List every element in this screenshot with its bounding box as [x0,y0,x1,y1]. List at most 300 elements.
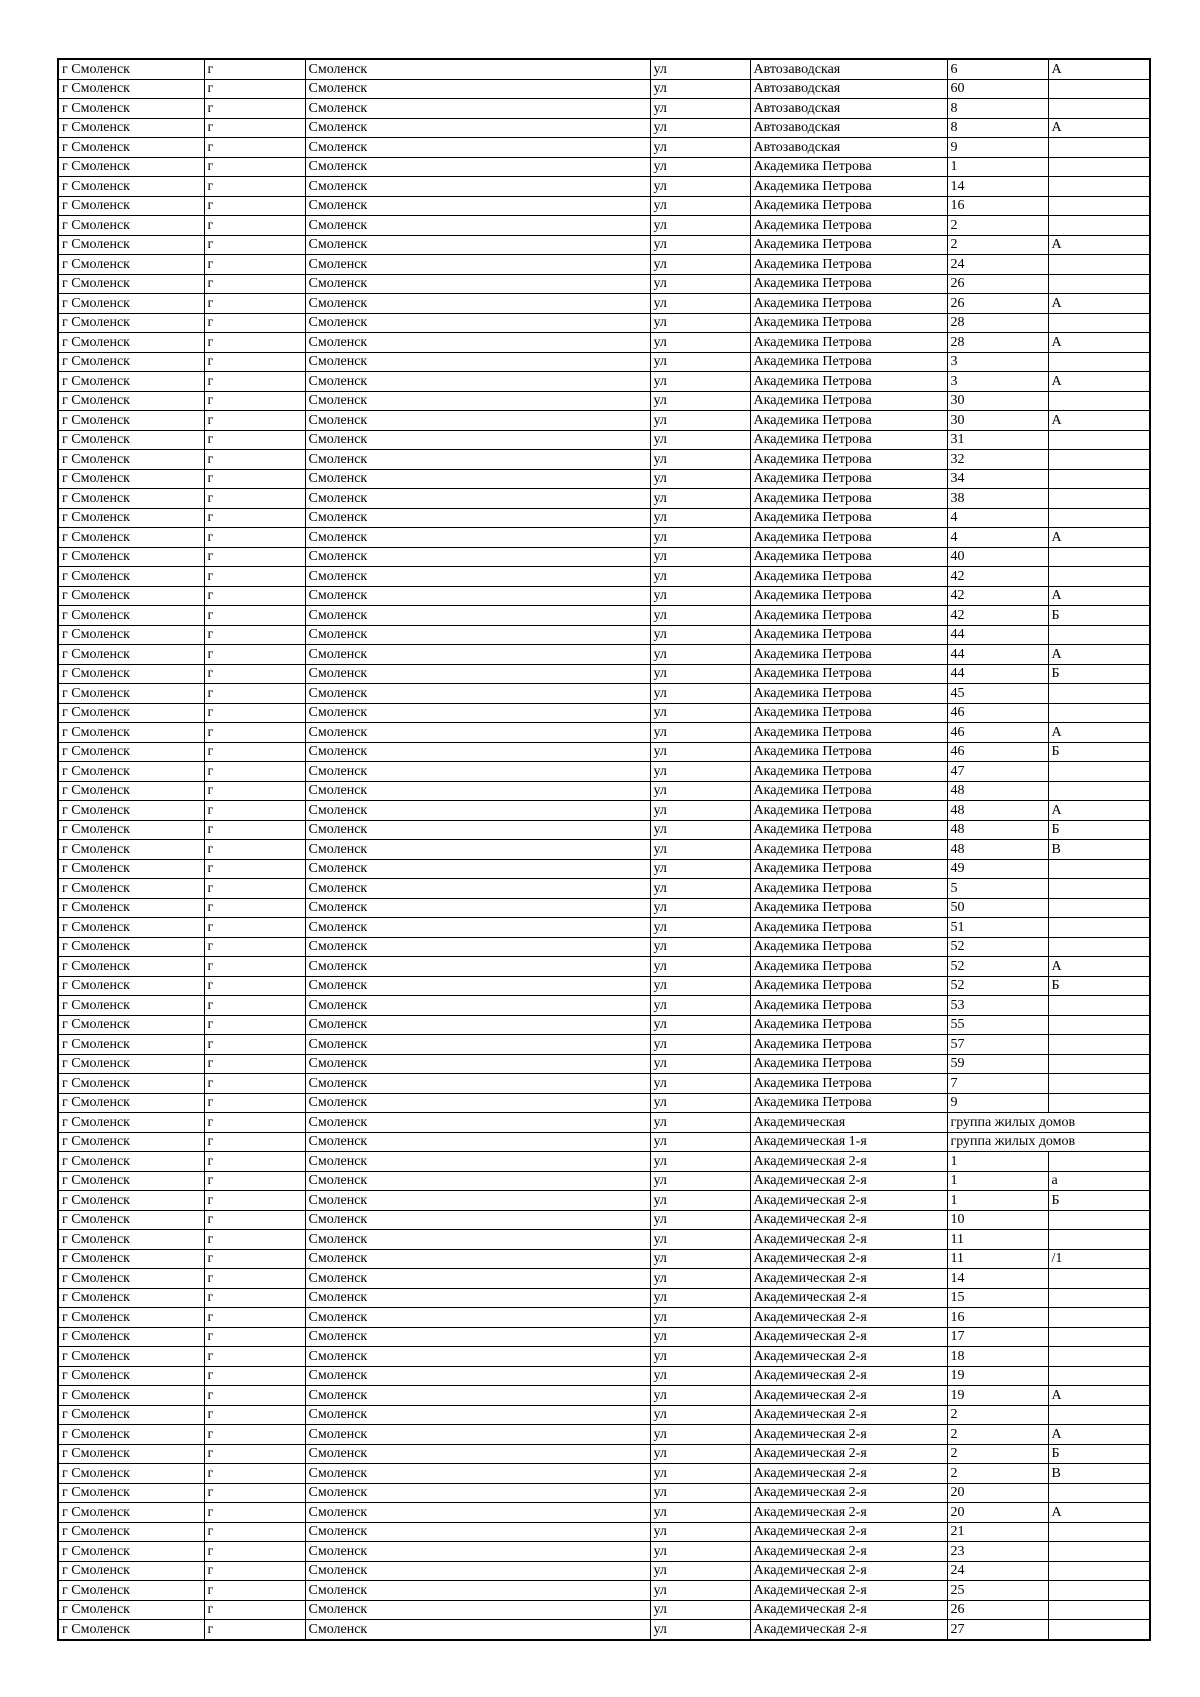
table-row [58,372,1150,392]
house-number-cell: 4 [947,508,1048,528]
region-cell: г Смоленск [58,996,204,1016]
table-row [58,840,1150,860]
region-cell: г Смоленск [58,1132,204,1152]
city-cell: Смоленск [305,1347,650,1367]
street-name-cell: Академическая 2-я [750,1171,947,1191]
settlement-type-cell: г [204,391,305,411]
building-letter-cell: А [1048,294,1150,314]
house-number-cell: 3 [947,372,1048,392]
house-number-cell: 44 [947,645,1048,665]
region-cell: г Смоленск [58,703,204,723]
region-cell: г Смоленск [58,1269,204,1289]
building-letter-cell [1048,898,1150,918]
settlement-type-cell: г [204,177,305,197]
street-type-cell: ул [650,59,750,79]
building-letter-cell: А [1048,333,1150,353]
building-letter-cell [1048,255,1150,275]
region-cell: г Смоленск [58,1600,204,1620]
building-letter-cell [1048,625,1150,645]
house-number-cell: группа жилых домов [947,1113,1150,1133]
street-name-cell: Академика Петрова [750,567,947,587]
region-cell: г Смоленск [58,1483,204,1503]
street-type-cell: ул [650,1249,750,1269]
city-cell: Смоленск [305,118,650,138]
table-row [58,645,1150,665]
table-row [58,781,1150,801]
street-name-cell: Академика Петрова [750,645,947,665]
street-type-cell: ул [650,79,750,99]
table-row [58,79,1150,99]
house-number-cell: 31 [947,430,1048,450]
region-cell: г Смоленск [58,450,204,470]
table-row [58,898,1150,918]
house-number-cell: 42 [947,606,1048,626]
building-letter-cell [1048,1015,1150,1035]
house-number-cell: 2 [947,216,1048,236]
table-row [58,1093,1150,1113]
building-letter-cell [1048,684,1150,704]
street-type-cell: ул [650,801,750,821]
building-letter-cell [1048,879,1150,899]
street-name-cell: Академика Петрова [750,586,947,606]
settlement-type-cell: г [204,469,305,489]
street-name-cell: Автозаводская [750,138,947,158]
table-row [58,1191,1150,1211]
table-row [58,1581,1150,1601]
street-name-cell: Академическая 2-я [750,1347,947,1367]
settlement-type-cell: г [204,957,305,977]
street-type-cell: ул [650,1171,750,1191]
street-name-cell: Академика Петрова [750,898,947,918]
region-cell: г Смоленск [58,1308,204,1328]
table-row [58,1503,1150,1523]
city-cell: Смоленск [305,274,650,294]
table-row [58,391,1150,411]
table-row [58,255,1150,275]
city-cell: Смоленск [305,450,650,470]
table-row [58,450,1150,470]
street-name-cell: Академика Петрова [750,255,947,275]
street-type-cell: ул [650,879,750,899]
house-number-cell: 46 [947,703,1048,723]
city-cell: Смоленск [305,1600,650,1620]
street-name-cell: Академическая 2-я [750,1308,947,1328]
city-cell: Смоленск [305,294,650,314]
region-cell: г Смоленск [58,1366,204,1386]
house-number-cell: 3 [947,352,1048,372]
street-name-cell: Академическая 2-я [750,1425,947,1445]
settlement-type-cell: г [204,918,305,938]
street-type-cell: ул [650,625,750,645]
street-type-cell: ул [650,1503,750,1523]
street-type-cell: ул [650,1522,750,1542]
building-letter-cell: Б [1048,606,1150,626]
table-row [58,1347,1150,1367]
settlement-type-cell: г [204,879,305,899]
settlement-type-cell: г [204,684,305,704]
table-row [58,508,1150,528]
region-cell: г Смоленск [58,937,204,957]
street-name-cell: Академика Петрова [750,918,947,938]
settlement-type-cell: г [204,820,305,840]
region-cell: г Смоленск [58,1113,204,1133]
street-type-cell: ул [650,918,750,938]
settlement-type-cell: г [204,1386,305,1406]
building-letter-cell [1048,157,1150,177]
city-cell: Смоленск [305,1483,650,1503]
street-name-cell: Автозаводская [750,59,947,79]
house-number-cell: 27 [947,1620,1048,1640]
city-cell: Смоленск [305,820,650,840]
table-row [58,118,1150,138]
city-cell: Смоленск [305,567,650,587]
building-letter-cell [1048,99,1150,119]
table-row [58,937,1150,957]
building-letter-cell [1048,430,1150,450]
region-cell: г Смоленск [58,898,204,918]
house-number-cell: 51 [947,918,1048,938]
city-cell: Смоленск [305,781,650,801]
house-number-cell: 1 [947,1171,1048,1191]
table-row [58,1620,1150,1640]
settlement-type-cell: г [204,1620,305,1640]
street-type-cell: ул [650,567,750,587]
city-cell: Смоленск [305,372,650,392]
street-name-cell: Автозаводская [750,99,947,119]
house-number-cell: 46 [947,742,1048,762]
region-cell: г Смоленск [58,859,204,879]
street-type-cell: ул [650,703,750,723]
region-cell: г Смоленск [58,274,204,294]
settlement-type-cell: г [204,723,305,743]
house-number-cell: 8 [947,99,1048,119]
building-letter-cell [1048,1074,1150,1094]
settlement-type-cell: г [204,1230,305,1250]
city-cell: Смоленск [305,99,650,119]
building-letter-cell [1048,450,1150,470]
city-cell: Смоленск [305,1132,650,1152]
building-letter-cell: Б [1048,664,1150,684]
house-number-cell: 8 [947,118,1048,138]
region-cell: г Смоленск [58,1425,204,1445]
street-type-cell: ул [650,1308,750,1328]
street-type-cell: ул [650,1113,750,1133]
street-type-cell: ул [650,937,750,957]
region-cell: г Смоленск [58,1015,204,1035]
street-name-cell: Академическая 2-я [750,1327,947,1347]
city-cell: Смоленск [305,547,650,567]
street-type-cell: ул [650,489,750,509]
city-cell: Смоленск [305,606,650,626]
table-row [58,1132,1150,1152]
building-letter-cell: А [1048,1386,1150,1406]
street-type-cell: ул [650,1288,750,1308]
city-cell: Смоленск [305,801,650,821]
street-type-cell: ул [650,391,750,411]
street-type-cell: ул [650,684,750,704]
street-type-cell: ул [650,138,750,158]
table-row [58,216,1150,236]
city-cell: Смоленск [305,1210,650,1230]
building-letter-cell [1048,508,1150,528]
city-cell: Смоленск [305,1152,650,1172]
region-cell: г Смоленск [58,235,204,255]
building-letter-cell [1048,1561,1150,1581]
region-cell: г Смоленск [58,1347,204,1367]
street-type-cell: ул [650,1327,750,1347]
street-name-cell: Академика Петрова [750,508,947,528]
building-letter-cell [1048,937,1150,957]
building-letter-cell [1048,1230,1150,1250]
region-cell: г Смоленск [58,255,204,275]
building-letter-cell [1048,352,1150,372]
building-letter-cell [1048,489,1150,509]
street-type-cell: ул [650,411,750,431]
house-number-cell: 17 [947,1327,1048,1347]
street-name-cell: Академика Петрова [750,684,947,704]
street-name-cell: Академика Петрова [750,216,947,236]
house-number-cell: 53 [947,996,1048,1016]
settlement-type-cell: г [204,138,305,158]
region-cell: г Смоленск [58,1386,204,1406]
street-type-cell: ул [650,586,750,606]
house-number-cell: 55 [947,1015,1048,1035]
house-number-cell: 30 [947,391,1048,411]
house-number-cell: 15 [947,1288,1048,1308]
table-row [58,1561,1150,1581]
street-name-cell: Академическая 2-я [750,1288,947,1308]
street-type-cell: ул [650,1210,750,1230]
street-name-cell: Академическая 2-я [750,1620,947,1640]
street-name-cell: Академика Петрова [750,469,947,489]
region-cell: г Смоленск [58,762,204,782]
house-number-cell: 24 [947,255,1048,275]
settlement-type-cell: г [204,567,305,587]
city-cell: Смоленск [305,1230,650,1250]
settlement-type-cell: г [204,1171,305,1191]
house-number-cell: 7 [947,1074,1048,1094]
street-name-cell: Академика Петрова [750,489,947,509]
city-cell: Смоленск [305,703,650,723]
house-number-cell: 52 [947,937,1048,957]
table-row [58,1074,1150,1094]
building-letter-cell: А [1048,528,1150,548]
table-row [58,1054,1150,1074]
city-cell: Смоленск [305,1522,650,1542]
city-cell: Смоленск [305,859,650,879]
city-cell: Смоленск [305,157,650,177]
table-row [58,801,1150,821]
street-type-cell: ул [650,1269,750,1289]
street-name-cell: Академическая 2-я [750,1191,947,1211]
region-cell: г Смоленск [58,196,204,216]
street-name-cell: Академическая 2-я [750,1522,947,1542]
street-name-cell: Академика Петрова [750,372,947,392]
building-letter-cell [1048,469,1150,489]
street-name-cell: Академика Петрова [750,820,947,840]
building-letter-cell [1048,1600,1150,1620]
house-number-cell: 25 [947,1581,1048,1601]
settlement-type-cell: г [204,99,305,119]
settlement-type-cell: г [204,1405,305,1425]
street-type-cell: ул [650,742,750,762]
building-letter-cell: А [1048,411,1150,431]
region-cell: г Смоленск [58,684,204,704]
street-name-cell: Академика Петрова [750,547,947,567]
city-cell: Смоленск [305,762,650,782]
house-number-cell: 2 [947,1464,1048,1484]
city-cell: Смоленск [305,1191,650,1211]
building-letter-cell: А [1048,118,1150,138]
city-cell: Смоленск [305,59,650,79]
house-number-cell: 48 [947,801,1048,821]
street-type-cell: ул [650,177,750,197]
settlement-type-cell: г [204,450,305,470]
building-letter-cell [1048,996,1150,1016]
city-cell: Смоленск [305,1366,650,1386]
building-letter-cell: А [1048,59,1150,79]
address-table-body [58,59,1150,1640]
building-letter-cell: А [1048,957,1150,977]
building-letter-cell [1048,1210,1150,1230]
settlement-type-cell: г [204,742,305,762]
table-row [58,684,1150,704]
city-cell: Смоленск [305,1581,650,1601]
city-cell: Смоленск [305,1035,650,1055]
house-number-cell: 14 [947,1269,1048,1289]
settlement-type-cell: г [204,372,305,392]
building-letter-cell [1048,1483,1150,1503]
street-type-cell: ул [650,1405,750,1425]
region-cell: г Смоленск [58,781,204,801]
street-type-cell: ул [650,957,750,977]
street-name-cell: Академическая 2-я [750,1483,947,1503]
settlement-type-cell: г [204,1035,305,1055]
street-type-cell: ул [650,1483,750,1503]
table-row [58,1327,1150,1347]
street-type-cell: ул [650,1347,750,1367]
house-number-cell: 52 [947,976,1048,996]
street-type-cell: ул [650,157,750,177]
street-type-cell: ул [650,1600,750,1620]
city-cell: Смоленск [305,1327,650,1347]
table-row [58,1152,1150,1172]
street-name-cell: Академическая 2-я [750,1210,947,1230]
table-row [58,177,1150,197]
house-number-cell: 10 [947,1210,1048,1230]
region-cell: г Смоленск [58,1561,204,1581]
street-name-cell: Автозаводская [750,79,947,99]
table-row [58,274,1150,294]
street-type-cell: ул [650,1620,750,1640]
table-row [58,1444,1150,1464]
city-cell: Смоленск [305,645,650,665]
house-number-cell: 20 [947,1483,1048,1503]
house-number-cell: 45 [947,684,1048,704]
city-cell: Смоленск [305,138,650,158]
region-cell: г Смоленск [58,79,204,99]
street-type-cell: ул [650,1444,750,1464]
table-row [58,1249,1150,1269]
street-name-cell: Академика Петрова [750,450,947,470]
settlement-type-cell: г [204,1542,305,1562]
street-name-cell: Академика Петрова [750,411,947,431]
building-letter-cell [1048,859,1150,879]
table-row [58,664,1150,684]
settlement-type-cell: г [204,1269,305,1289]
street-type-cell: ул [650,118,750,138]
street-name-cell: Академическая 2-я [750,1542,947,1562]
settlement-type-cell: г [204,333,305,353]
building-letter-cell [1048,1288,1150,1308]
house-number-cell: 1 [947,157,1048,177]
house-number-cell: 28 [947,333,1048,353]
region-cell: г Смоленск [58,1620,204,1640]
house-number-cell: 42 [947,586,1048,606]
street-name-cell: Академика Петрова [750,723,947,743]
settlement-type-cell: г [204,294,305,314]
house-number-cell: 1 [947,1152,1048,1172]
street-type-cell: ул [650,450,750,470]
city-cell: Смоленск [305,1308,650,1328]
building-letter-cell: В [1048,1464,1150,1484]
table-row [58,547,1150,567]
street-name-cell: Автозаводская [750,118,947,138]
table-row [58,586,1150,606]
building-letter-cell: /1 [1048,1249,1150,1269]
house-number-cell: 19 [947,1366,1048,1386]
house-number-cell: 9 [947,1093,1048,1113]
table-row [58,235,1150,255]
settlement-type-cell: г [204,1308,305,1328]
city-cell: Смоленск [305,1464,650,1484]
region-cell: г Смоленск [58,1230,204,1250]
building-letter-cell [1048,1093,1150,1113]
table-row [58,1171,1150,1191]
city-cell: Смоленск [305,1561,650,1581]
settlement-type-cell: г [204,645,305,665]
street-name-cell: Академическая 2-я [750,1503,947,1523]
city-cell: Смоленск [305,1444,650,1464]
table-row [58,1366,1150,1386]
settlement-type-cell: г [204,1152,305,1172]
region-cell: г Смоленск [58,59,204,79]
region-cell: г Смоленск [58,177,204,197]
building-letter-cell [1048,1542,1150,1562]
building-letter-cell [1048,1366,1150,1386]
street-type-cell: ул [650,547,750,567]
building-letter-cell [1048,1054,1150,1074]
settlement-type-cell: г [204,235,305,255]
street-name-cell: Академика Петрова [750,333,947,353]
house-number-cell: 2 [947,1444,1048,1464]
house-number-cell: 38 [947,489,1048,509]
city-cell: Смоленск [305,333,650,353]
building-letter-cell [1048,1035,1150,1055]
region-cell: г Смоленск [58,1210,204,1230]
house-number-cell: 19 [947,1386,1048,1406]
table-row [58,528,1150,548]
street-name-cell: Академическая 2-я [750,1581,947,1601]
region-cell: г Смоленск [58,586,204,606]
house-number-cell: 21 [947,1522,1048,1542]
settlement-type-cell: г [204,1054,305,1074]
region-cell: г Смоленск [58,840,204,860]
region-cell: г Смоленск [58,801,204,821]
region-cell: г Смоленск [58,547,204,567]
house-number-cell: 26 [947,1600,1048,1620]
street-name-cell: Академика Петрова [750,1035,947,1055]
